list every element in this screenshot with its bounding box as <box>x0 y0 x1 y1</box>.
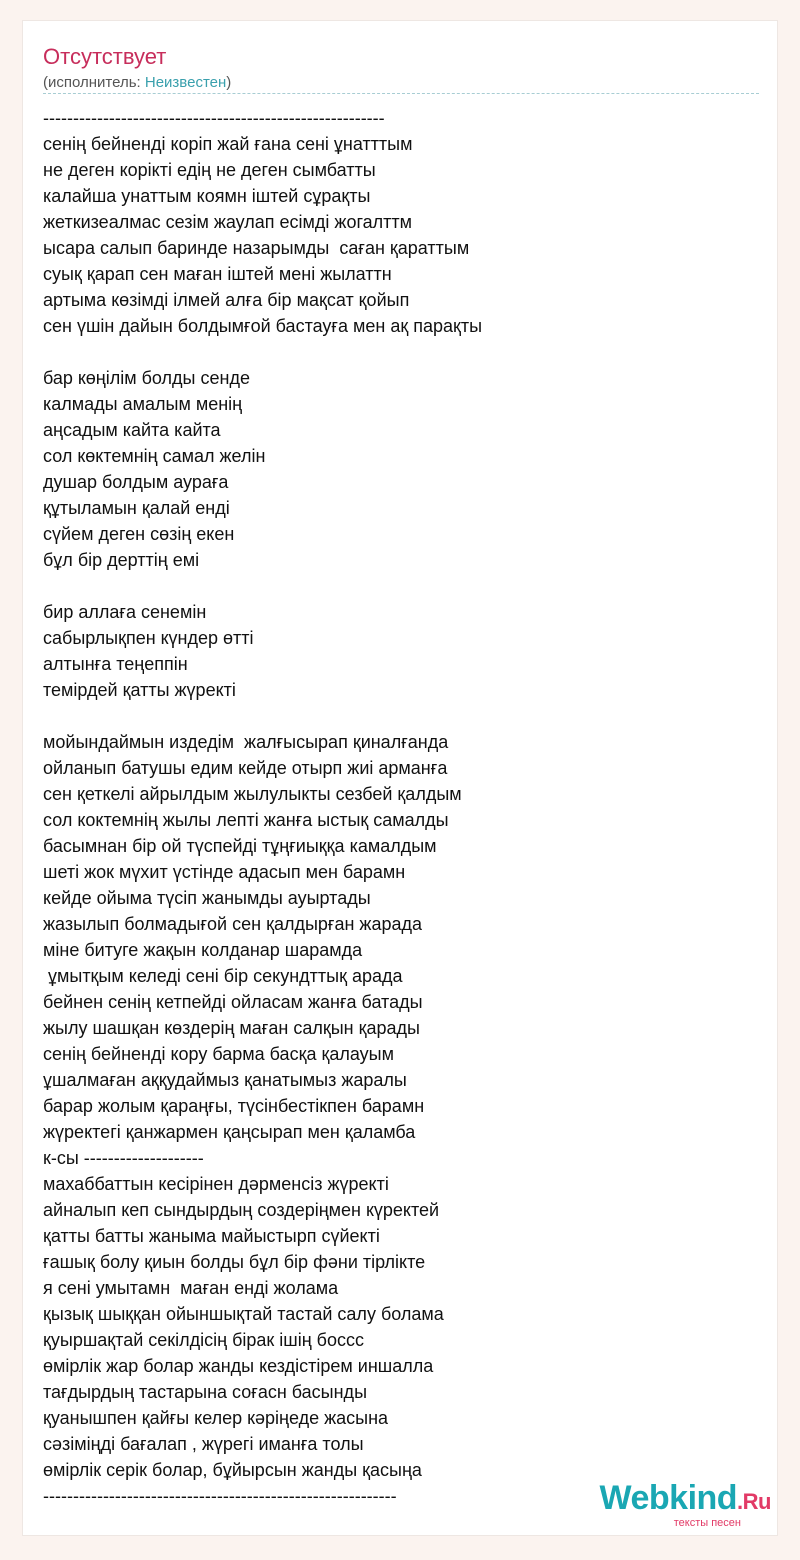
lyric-line: бир аллаға сенемін <box>43 602 207 622</box>
lyric-line: міне битуге жақын колданар шарамда <box>43 940 363 960</box>
lyric-line: жылу шашқан көздерің маған салқын қарады <box>43 1018 420 1038</box>
lyric-line: қатты батты жаныма майыстырп сүйекті <box>43 1226 380 1246</box>
logo-main-text: Webkind <box>599 1479 738 1517</box>
performer-link[interactable]: Неизвестен <box>144 74 227 91</box>
lyric-line: айналып кеп сындырдың создеріңмен күректей <box>43 1200 440 1220</box>
lyric-line: ----------------------------------------------------------- <box>43 1486 397 1506</box>
lyric-line: басымнан бір ой түспейді тұңғиыққа камалдым <box>43 836 437 856</box>
lyric-line: темірдей қатты жүректі <box>43 680 236 700</box>
lyric-line: не деген корікті едің не деген сымбатты <box>43 160 376 180</box>
lyric-line: калмады амалым менің <box>43 394 243 414</box>
performer-prefix: (исполнитель: <box>43 74 145 91</box>
title-divider <box>43 93 759 94</box>
lyric-line: сүйем деген сөзің екен <box>43 524 235 544</box>
lyric-line: ұмытқым келеді сені бір секундттық арада <box>43 966 403 986</box>
lyric-line: қуыршақтай секілдісің бірак ішің боссс <box>43 1330 364 1350</box>
lyric-line <box>43 573 759 599</box>
lyric-line: ойланып батушы едим кейде отырп жиі арманға <box>43 758 448 778</box>
lyric-line: калайша унаттым коямн іштей сұрақты <box>43 186 371 206</box>
lyric-line: душар болдым аураға <box>43 472 229 492</box>
lyric-line <box>43 703 759 729</box>
lyric-line: --------------------------------------------------------- <box>43 108 385 128</box>
lyrics-card <box>22 20 778 1536</box>
performer-suffix: ) <box>226 74 232 91</box>
lyric-line: өмірлік серік болар, бұйырсын жанды қасыңа <box>43 1460 422 1480</box>
lyric-line: жеткизеалмас сезім жаулап есімді жогалттм <box>43 212 413 232</box>
logo-tld: .Ru <box>737 1489 771 1514</box>
lyric-line: өмірлік жар болар жанды кездістірем иншалла <box>43 1356 434 1376</box>
lyric-line: сол коктемнің жылы лепті жанға ыстық самалды <box>43 810 449 830</box>
lyric-line: кейде ойыма түсіп жанымды ауыртады <box>43 888 371 908</box>
lyric-line: сенің бейненді кору барма басқа қалауым <box>43 1044 394 1064</box>
lyric-line: тағдырдың тастарына соғасн басынды <box>43 1382 367 1402</box>
lyric-line: сенің бейненді коріп жай ғана сені ұнатттым <box>43 134 413 154</box>
lyric-line: ысара салып баринде назарымды саған қараттым <box>43 238 470 258</box>
lyric-line: мойындаймын издедім жалғысырап қиналғанда <box>43 732 449 752</box>
lyric-line: алтынға теңеппін <box>43 654 188 674</box>
lyric-line: ұшалмаған аққудаймыз қанатымыз жаралы <box>43 1070 407 1090</box>
lyric-line: бұл бір дерттің емі <box>43 550 200 570</box>
site-logo[interactable] <box>600 1481 772 1529</box>
lyric-line: құтыламын қалай енді <box>43 498 230 518</box>
lyric-line: суық қарап сен маған іштей мені жылаттн <box>43 264 392 284</box>
lyric-line: қызық шыққан ойыншықтай тастай салу болама <box>43 1304 444 1324</box>
lyric-line: жазылып болмадығой сен қалдырған жарада <box>43 914 423 934</box>
performer-line <box>43 73 231 93</box>
lyric-line: шеті жок мүхит үстінде адасып мен барамн <box>43 862 406 882</box>
lyric-line <box>43 339 759 365</box>
lyric-line: аңсадым кайта кайта <box>43 420 221 440</box>
lyric-line: барар жолым қараңғы, түсінбестікпен барамн <box>43 1096 425 1116</box>
lyric-line: артыма көзімді ілмей алға бір мақсат қойып <box>43 290 410 310</box>
lyric-line: сәзіміңді бағалап , жүрегі иманға толы <box>43 1434 364 1454</box>
lyric-line: сен үшін дайын болдымғой бастауға мен ақ парақты <box>43 316 483 336</box>
lyric-line: сен қеткелі айрылдым жылулыкты сезбей қалдым <box>43 784 462 804</box>
lyric-line: я сені умытамн маған енді жолама <box>43 1278 339 1298</box>
lyric-line: к-сы -------------------- <box>43 1148 204 1168</box>
lyric-line: сабырлықпен күндер өтті <box>43 628 254 648</box>
logo-tagline: тексты песен <box>673 1517 741 1529</box>
song-title: Отсутствует <box>43 44 167 69</box>
lyric-line: бар көңілім болды сенде <box>43 368 250 388</box>
lyrics-body <box>43 105 759 1509</box>
logo-wordmark <box>600 1481 772 1519</box>
lyric-line: сол көктемнің самал желін <box>43 446 266 466</box>
lyric-line: жүректегі қанжармен қаңсырап мен қаламба <box>43 1122 416 1142</box>
lyric-line: қуанышпен қайғы келер кәріңеде жасына <box>43 1408 389 1428</box>
lyric-line: бейнен сенің кетпейді ойласам жанға батады <box>43 992 423 1012</box>
lyric-line: ғашық болу қиын болды бұл бір фәни тірлікте <box>43 1252 426 1272</box>
lyric-line: махаббаттын кесірінен дәрменсіз жүректі <box>43 1174 389 1194</box>
